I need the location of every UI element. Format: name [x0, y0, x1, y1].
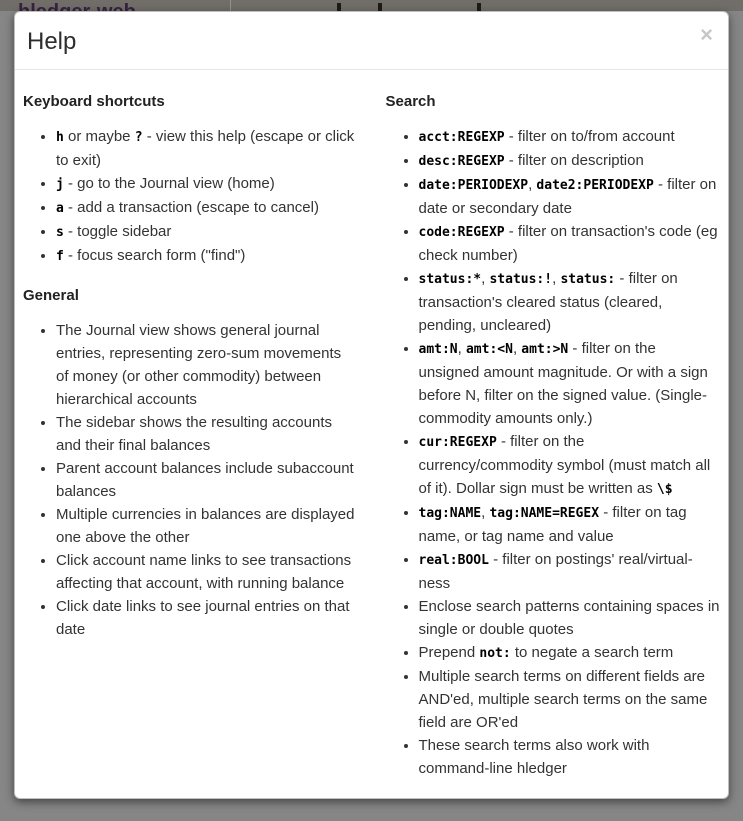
dimmed-page-background [0, 0, 743, 11]
help-list-item: • status:*, status:!, status: - filter on transaction's cleared status (cleared, pending, uncleared) [419, 267, 721, 337]
obscured-page-heading-fragment [337, 3, 341, 11]
code-token: date2:PERIODEXP [536, 178, 654, 193]
help-list-item: • acct:REGEXP - filter on to/from account [419, 125, 721, 149]
help-list [23, 319, 358, 641]
help-list-item: • tag:NAME, tag:NAME=REGEX - filter on tag name, or tag name and value [419, 501, 721, 548]
code-token: acct:REGEXP [418, 130, 505, 145]
code-token: status:* [418, 272, 482, 287]
close-icon: × [700, 22, 713, 47]
code-token: real:BOOL [418, 553, 489, 568]
help-list-item: • The Journal view shows general journal entries, representing zero-sum movements of money (or other commodity) between hierarchical accounts [56, 319, 358, 411]
help-list-item: • These search terms also work with command-line hledger [419, 734, 721, 780]
code-token: desc:REGEXP [418, 154, 505, 169]
obscured-page-heading-fragment [477, 3, 481, 11]
close-button[interactable] [700, 24, 713, 46]
help-list-item: • real:BOOL - filter on postings' real/virtual-ness [419, 548, 721, 595]
code-token: tag:NAME=REGEX [489, 506, 600, 521]
code-token: date:PERIODEXP [418, 178, 529, 193]
help-list [386, 125, 721, 780]
code-token: amt:<N [465, 342, 513, 357]
help-list-item: • a - add a transaction (escape to cancel) [56, 196, 358, 220]
code-token: h [56, 130, 64, 145]
code-token: s [56, 225, 64, 240]
help-list-item: • The sidebar shows the resulting accounts and their final balances [56, 411, 358, 457]
code-token: amt:>N [521, 342, 569, 357]
section-heading: General [23, 287, 79, 304]
help-list-item: • amt:N, amt:<N, amt:>N - filter on the unsigned amount magnitude. Or with a sign before N, filter on the signed value. (Single-commodity amounts only.) [419, 337, 721, 430]
help-list-item: • Click date links to see journal entries on that date [56, 595, 358, 641]
code-token: amt:N [418, 342, 458, 357]
help-list-item: • Multiple currencies in balances are displayed one above the other [56, 503, 358, 549]
modal-body [15, 70, 728, 821]
help-list-item: • desc:REGEXP - filter on description [419, 149, 721, 173]
help-list-item: • s - toggle sidebar [56, 220, 358, 244]
help-list-item: • date:PERIODEXP, date2:PERIODEXP - filter on date or secondary date [419, 173, 721, 220]
code-token: status:! [489, 272, 553, 287]
section-heading: Search [385, 93, 436, 110]
code-token: \$ [656, 482, 673, 497]
help-list-item: • Multiple search terms on different fields are AND'ed, multiple search terms on the same field are OR'ed [419, 665, 721, 734]
help-column-right [372, 90, 729, 792]
code-token: not: [479, 646, 511, 661]
help-list [23, 125, 358, 268]
code-token: status: [560, 272, 616, 287]
modal-header [15, 12, 728, 70]
help-list-item: • j - go to the Journal view (home) [56, 172, 358, 196]
help-list-item: • Prepend not: to negate a search term [419, 641, 721, 665]
modal-title: Help [27, 28, 77, 55]
code-token: tag:NAME [418, 506, 482, 521]
help-column-left [15, 90, 372, 792]
section-heading: Keyboard shortcuts [23, 93, 165, 110]
code-token: ? [134, 130, 143, 145]
help-list-item: • Parent account balances include subaccount balances [56, 457, 358, 503]
code-token: code:REGEXP [418, 225, 505, 240]
help-list-item: • h or maybe ? - view this help (escape or click to exit) [56, 125, 358, 172]
code-token: j [56, 177, 64, 192]
help-list-item: • cur:REGEXP - filter on the currency/commodity symbol (must match all of it). Dollar sign must be written as \$ [419, 430, 721, 501]
help-list-item: • Click account name links to see transactions affecting that account, with running balance [56, 549, 358, 595]
page-divider-line [230, 0, 231, 11]
code-token: cur:REGEXP [418, 435, 497, 450]
help-list-item: • code:REGEXP - filter on transaction's code (eg check number) [419, 220, 721, 267]
code-token: a [56, 201, 64, 216]
help-modal [14, 11, 729, 799]
obscured-page-heading-fragment [378, 3, 382, 11]
help-list-item: • f - focus search form ("find") [56, 244, 358, 268]
code-token: f [56, 249, 64, 264]
help-list-item: • Enclose search patterns containing spaces in single or double quotes [419, 595, 721, 641]
